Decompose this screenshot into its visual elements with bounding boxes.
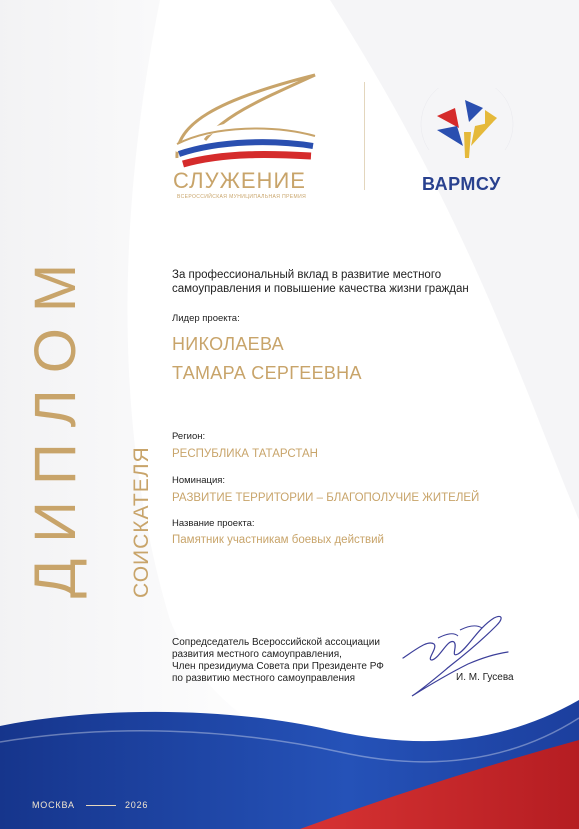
leader-name [172, 330, 362, 388]
award-text [172, 268, 522, 296]
signer-position-line-2: развития местного самоуправления, [172, 649, 342, 660]
signer-position-line-1: Сопредседатель Всероссийской ассоциации [172, 637, 380, 648]
footer-year: 2026 [125, 800, 149, 810]
signer-position-line-3: Член президиума Совета при Президенте РФ [172, 661, 384, 672]
handwritten-signature [398, 608, 518, 703]
region-value: РЕСПУБЛИКА ТАТАРСТАН [172, 448, 318, 460]
sluzhenie-logo [165, 70, 345, 200]
nomination-value: РАЗВИТИЕ ТЕРРИТОРИИ – БЛАГОПОЛУЧИЕ ЖИТЕЛЕЙ [172, 492, 480, 504]
award-text-line-1: За профессиональный вклад в развитие местного [172, 269, 442, 281]
sluzhenie-logo-name: СЛУЖЕНИЕ [173, 168, 306, 193]
signer-position [172, 637, 412, 685]
footer-city: МОСКВА [32, 800, 75, 810]
project-value: Памятник участникам боевых действий [172, 534, 384, 546]
footer-divider [86, 805, 116, 806]
signer-position-line-4: по развитию местного самоуправления [172, 673, 355, 684]
varmsu-emblem-icon [407, 88, 527, 176]
diploma-vertical-subtitle: СОИСКАТЕЛЯ [130, 446, 153, 598]
sluzhenie-swoosh-icon [165, 70, 345, 170]
varmsu-logo [407, 88, 527, 198]
nomination-label: Номинация: [172, 475, 226, 486]
leader-name-line-2: ТАМАРА СЕРГЕЕВНА [172, 363, 362, 383]
project-label: Название проекта: [172, 518, 255, 529]
leader-label: Лидер проекта: [172, 313, 240, 324]
award-text-line-2: самоуправления и повышение качества жизни граждан [172, 283, 469, 295]
sluzhenie-logo-tagline: ВСЕРОССИЙСКАЯ МУНИЦИПАЛЬНАЯ ПРЕМИЯ [177, 194, 307, 200]
diploma-vertical-title: ДИПЛОМ [23, 247, 88, 598]
logo-divider [364, 82, 365, 190]
leader-name-line-1: НИКОЛАЕВА [172, 334, 284, 354]
varmsu-logo-name: ВАРМСУ [422, 174, 501, 194]
signer-name: И. М. Гусева [456, 672, 514, 683]
region-label: Регион: [172, 431, 206, 442]
